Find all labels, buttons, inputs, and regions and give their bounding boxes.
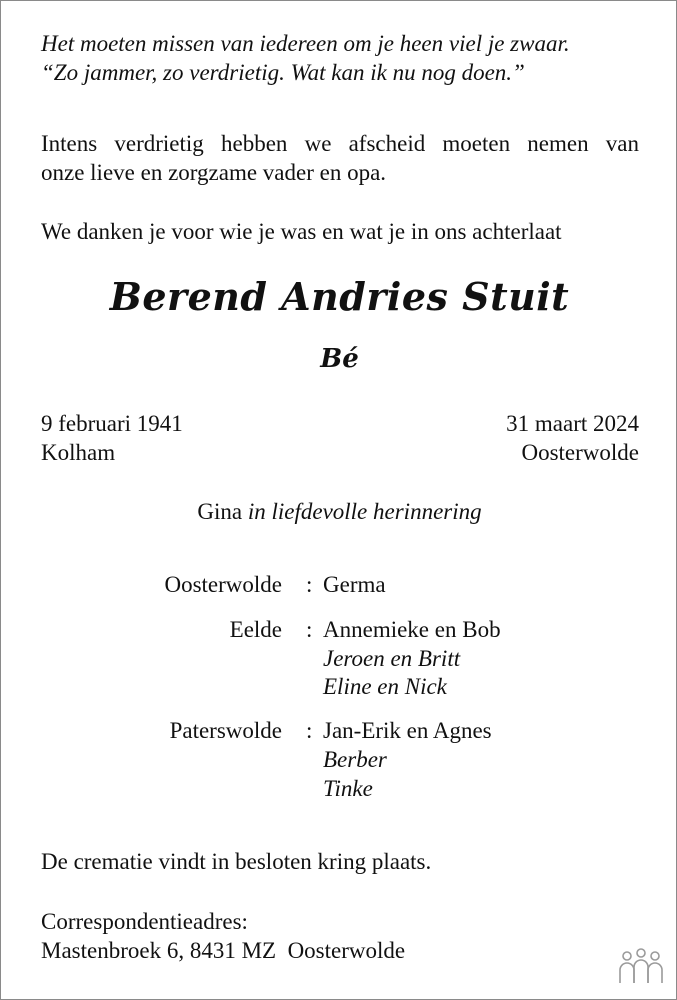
thanks-line: We danken je voor wie je was en wat je in ons achterlaat [41, 219, 562, 244]
grandchildren-names: Jeroen en Britt [323, 646, 461, 671]
family-names: Jan-Erik en Agnes [323, 718, 492, 743]
family-names: Germa [323, 572, 386, 597]
poem-line-1: Het moeten missen van iedereen om je heen viel je zwaar. [41, 31, 570, 56]
poem-line-2: “Zo jammer, zo verdrietig. Wat kan ik nu nog doen.” [41, 60, 525, 85]
deceased-name: Berend Andries Stuit [109, 274, 570, 319]
remembrance-name: Gina [197, 499, 243, 524]
family-names: Annemieke en Bob [323, 617, 501, 642]
death-date: 31 maart 2024 [506, 411, 639, 436]
correspondence-label: Correspondentieadres: [41, 909, 248, 934]
cremation-notice: De crematie vindt in besloten kring plaats. [41, 849, 432, 874]
intro-line-1: Intens verdrietig hebben we afscheid moeten nemen van [41, 131, 639, 156]
grandchildren-names: Eline en Nick [323, 674, 447, 699]
grandchildren-names: Tinke [323, 776, 373, 801]
family-place: Oosterwolde [164, 572, 282, 597]
remembrance-phrase: in liefdevolle herinnering [247, 499, 482, 524]
family-people-icon [617, 946, 665, 986]
family-separator: : [306, 718, 313, 743]
family-separator: : [306, 617, 313, 642]
family-place: Paterswolde [169, 718, 282, 743]
birth-place: Kolham [41, 440, 116, 465]
remembrance-line [1, 497, 677, 526]
family-separator: : [306, 572, 313, 597]
correspondence-address: Mastenbroek 6, 8431 MZ Oosterwolde [41, 938, 406, 963]
intro-line-2: onze lieve en zorgzame vader en opa. [41, 160, 387, 185]
deceased-nickname: Bé [320, 344, 359, 374]
grandchildren-names: Berber [323, 747, 387, 772]
death-place: Oosterwolde [521, 440, 639, 465]
birth-date: 9 februari 1941 [41, 411, 183, 436]
family-place: Eelde [229, 617, 282, 642]
